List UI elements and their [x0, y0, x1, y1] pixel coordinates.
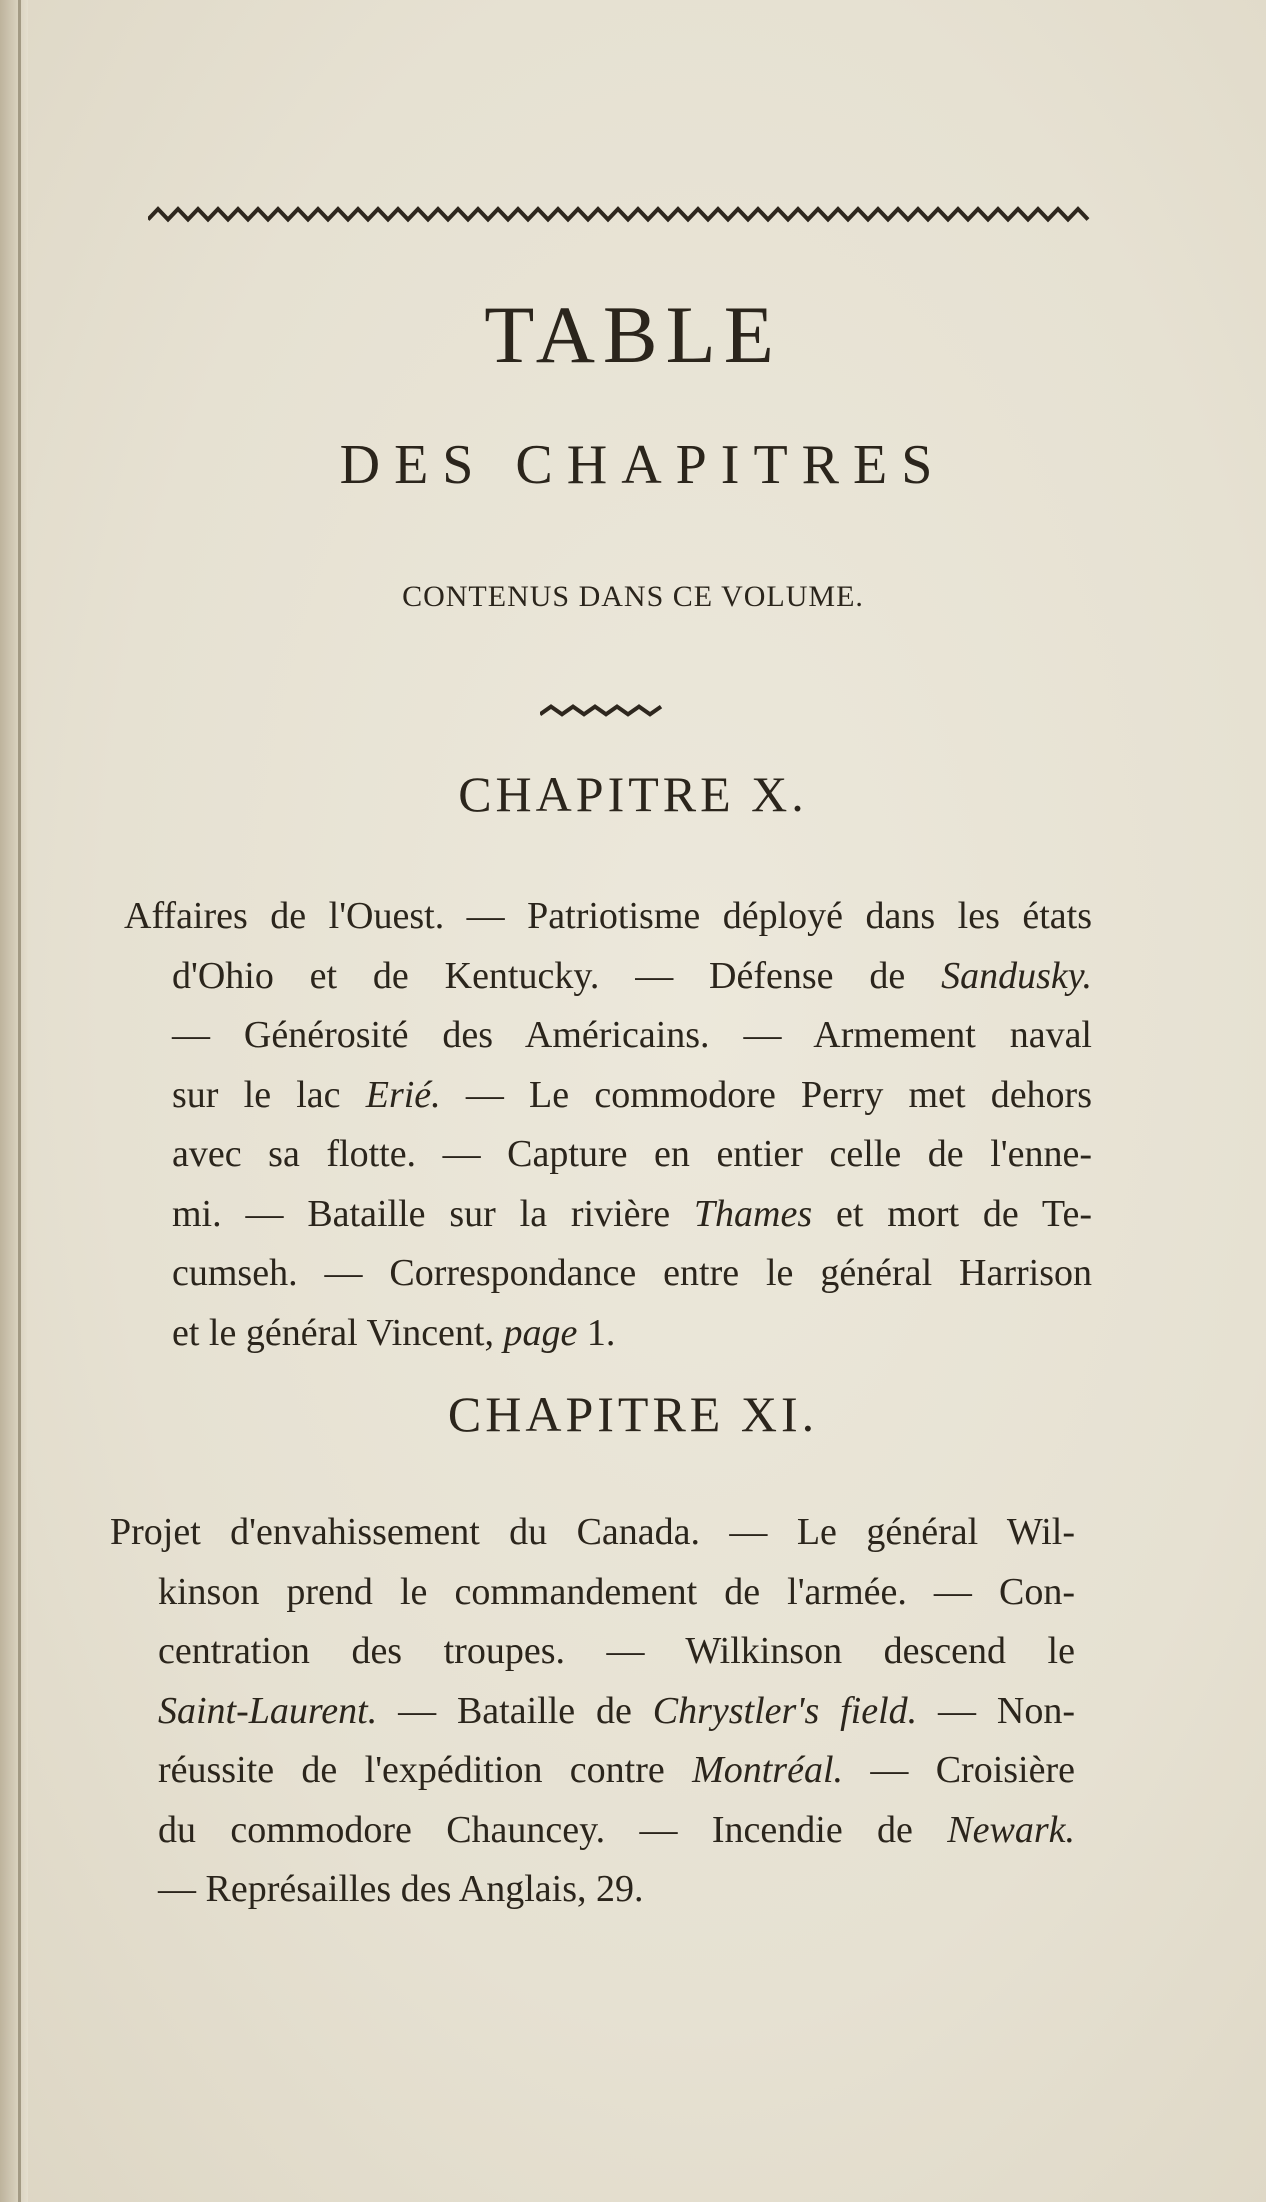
page-subtitle: DES CHAPITRES — [339, 434, 947, 496]
summary-text: sur le lac — [172, 1073, 366, 1116]
summary-line — [124, 887, 1092, 947]
page-contents-caption: CONTENUS DANS CE VOLUME. — [402, 580, 864, 613]
summary-text: centration des troupes. — Wilkinson descend le — [158, 1630, 1075, 1672]
summary-line — [110, 1860, 1075, 1920]
summary-line — [110, 1503, 1075, 1563]
ornamental-rule-top — [148, 200, 1094, 230]
summary-text: Affaires de l'Ouest. — Patriotisme déployé dans les états — [124, 895, 1092, 937]
summary-text: Saint-Laurent. — [158, 1689, 378, 1732]
summary-text: page — [503, 1311, 578, 1354]
summary-line — [124, 1125, 1092, 1185]
summary-text: — Représailles des Anglais, 29. — [158, 1868, 644, 1910]
summary-text: Thames — [693, 1192, 813, 1235]
summary-text: — Non- — [917, 1689, 1075, 1732]
summary-line — [110, 1741, 1075, 1801]
chapter-heading: CHAPITRE X. — [458, 766, 808, 822]
chapter-summary — [124, 887, 1092, 1363]
summary-text: Erié. — [365, 1073, 441, 1116]
summary-line — [124, 1244, 1092, 1304]
page-title: TABLE — [484, 289, 782, 380]
ornamental-divider — [540, 700, 670, 722]
summary-text: — Générosité des Américains. — Armement naval — [172, 1014, 1092, 1056]
chapter-heading: CHAPITRE XI. — [447, 1386, 819, 1442]
summary-text: — Le commodore Perry met dehors — [440, 1073, 1092, 1116]
summary-text: et mort de Te- — [812, 1192, 1093, 1235]
summary-line — [110, 1801, 1075, 1861]
summary-line — [110, 1682, 1075, 1742]
summary-text: Newark. — [947, 1808, 1075, 1851]
summary-line — [124, 1006, 1092, 1066]
chapter-summary — [110, 1503, 1075, 1920]
summary-text: d'Ohio et de Kentucky. — Défense de — [172, 954, 942, 997]
summary-line — [124, 1304, 1092, 1364]
summary-line — [124, 947, 1092, 1007]
summary-line — [110, 1622, 1075, 1682]
summary-text: Projet d'envahissement du Canada. — Le général Wil- — [110, 1511, 1075, 1553]
summary-text: kinson prend le commandement de l'armée. — Con- — [158, 1570, 1075, 1613]
summary-text: et le général Vincent, — [172, 1311, 504, 1354]
summary-text: du commodore Chauncey. — Incendie de — [158, 1808, 948, 1851]
summary-text: — Bataille de — [377, 1689, 653, 1732]
summary-line — [124, 1066, 1092, 1126]
summary-text: réussite de l'expédition contre — [158, 1749, 693, 1791]
summary-text: Chrystler's field. — [652, 1689, 918, 1732]
ornament-zigzag — [540, 707, 661, 715]
summary-text: Sandusky. — [941, 954, 1092, 997]
summary-text: mi. — Bataille sur la rivière — [172, 1192, 694, 1235]
summary-text: cumseh. — Correspondance entre le général Harrison — [172, 1252, 1092, 1294]
summary-line — [110, 1563, 1075, 1623]
summary-text: Montréal. — [692, 1749, 844, 1791]
ornament-zigzag — [148, 209, 1088, 220]
summary-text: 1. — [577, 1311, 616, 1354]
summary-text: avec sa flotte. — Capture en entier celle de l'enne- — [172, 1133, 1092, 1175]
summary-text: — Croisière — [843, 1749, 1075, 1791]
summary-line — [124, 1185, 1092, 1245]
